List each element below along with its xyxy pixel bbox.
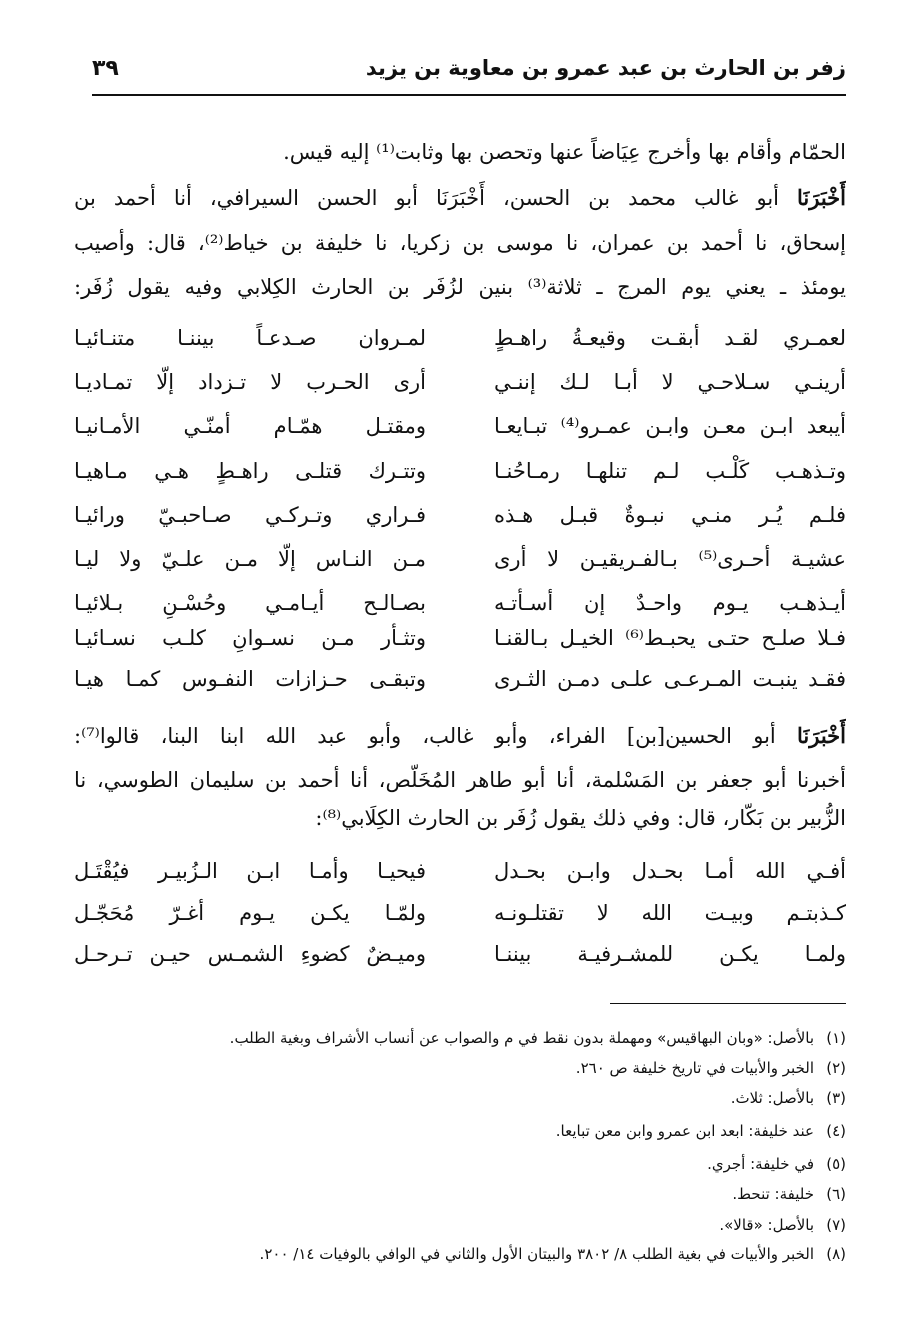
verse-row [74, 537, 846, 581]
verse-row [74, 404, 846, 448]
footnote [74, 1240, 846, 1268]
footnote-text: في خليفة: أجري. [707, 1155, 814, 1173]
verse-first-hemistich: ولمـا يكـن للمشـرفيـة بيننـا [494, 942, 846, 966]
verse-first-hemistich: وتـذهـب كَلْـب لـم تنلهـا رمـاحُنـا [494, 459, 846, 483]
verse-row [74, 316, 846, 360]
footnote-number: (٣) [826, 1089, 846, 1107]
footnote-number: (٢) [826, 1059, 846, 1077]
footnote-number: (٨) [826, 1245, 846, 1263]
verse-second-hemistich: مـن النـاس إلّا مـن علـيّ ولا ليـا [74, 547, 426, 571]
footnote-text: بالأصل: «وبان البهاقيس» ومهملة بدون نقط في م والصواب عن أنساب الأشراف وبغية الطلب. [229, 1029, 814, 1047]
paragraph-line: إسحاق، نا أحمد بن عمران، نا موسى بن زكريا، نا خليفة بن خياط⁽²⁾، قال: وأصيب [74, 231, 846, 255]
verse-first-hemistich: عشيـة أحـرى⁽⁵⁾ بـالفـريقيـن لا أرى [494, 547, 846, 571]
footnote-text: خليفة: تنحط. [732, 1185, 814, 1203]
verse-first-hemistich: لعمـري لقـد أبقـت وقيعـةُ راهـطٍ [494, 326, 846, 350]
verse-second-hemistich: وتتـرك قتلـى راهـطٍ هـي مـاهيـا [74, 459, 426, 483]
verse-row [74, 449, 846, 493]
footnote [74, 1054, 846, 1082]
footnote-number: (٤) [826, 1122, 846, 1140]
footnote-text: بالأصل: «قالا». [719, 1216, 814, 1234]
verse-row [74, 616, 846, 660]
verse-row [74, 932, 846, 976]
footnote-number: (٧) [826, 1216, 846, 1234]
footnote [74, 1084, 846, 1112]
verse-row [74, 849, 846, 893]
footnote-number: (٦) [826, 1185, 846, 1203]
footnote-number: (٥) [826, 1155, 846, 1173]
narration-lead-word: أَخْبَرَنَا [797, 723, 846, 748]
page-number: ٣٩ [92, 56, 119, 81]
paragraph-text: أبو غالب محمد بن الحسن، أَخْبَرَنَا أبو الحسن السيرافي، أنا أحمد بن [74, 186, 798, 210]
footnote-number: (١) [826, 1029, 846, 1047]
verse-first-hemistich: فقـد ينبـت المـرعـى علـى دمـن الثـرى [494, 667, 846, 691]
verse-second-hemistich: ولمّـا يكـن يـوم أغـرّ مُحَجّـل [74, 901, 426, 925]
footnote-text: عند خليفة: ابعد ابن عمرو وابن معن تبايعا. [555, 1122, 814, 1140]
footnote [74, 1211, 846, 1239]
verse-row [74, 891, 846, 935]
footnote [74, 1180, 846, 1208]
verse-first-hemistich: أيبعد ابـن معـن وابـن عمـرو⁽⁴⁾ تبـايعـا [494, 414, 846, 438]
footnote [74, 1150, 846, 1178]
running-title: زفر بن الحارث بن عبد عمرو بن معاوية بن يزيد [365, 56, 846, 80]
footnote-text: الخبر والأبيات في بغية الطلب ٨/ ٣٨٠٢ والبيتان الأول والثاني في الوافي بالوفيات ١٤/ ٢٠٠. [259, 1245, 814, 1263]
verse-second-hemistich: فـراري وتـركـي صـاحبـيّ ورائيـا [74, 503, 426, 527]
footnote-divider [610, 1003, 846, 1004]
page-header [92, 52, 846, 96]
footnote [74, 1117, 846, 1145]
paragraph-line [74, 177, 846, 219]
verse-first-hemistich: أفـي الله أمـا بحـدل وابـن بحـدل [494, 859, 846, 883]
footnote [74, 1024, 846, 1052]
verse-second-hemistich: وتثـأر مـن نسـوانِ كلـب نسـائيـا [74, 626, 426, 650]
paragraph-line [74, 715, 846, 757]
footnote-text: الخبر والأبيات في تاريخ خليفة ص ٢٦٠. [575, 1059, 814, 1077]
verse-second-hemistich: أرى الحـرب لا تـزداد إلّا تمـاديـا [74, 370, 426, 394]
verse-first-hemistich: فـلا صلـح حتـى يحبـط⁽⁶⁾ الخيـل بـالقنـا [494, 626, 846, 650]
footnote-text: بالأصل: ثلاث. [730, 1089, 814, 1107]
verse-second-hemistich: وميـضٌ كضوءِ الشمـس حيـن تـرحـل [74, 942, 426, 966]
verse-first-hemistich: أرينـي سـلاحـي لا أبـا لـك إننـي [494, 370, 846, 394]
paragraph-line: أخبرنا أبو جعفر بن المَسْلمة، أنا أبو طاهر المُخَلّص، أنا أحمد بن سليمان الطوسي، نا [74, 768, 846, 792]
paragraph-line: الزُّبير بن بَكّار، قال: وفي ذلك يقول زُفَر بن الحارث الكِلَابي⁽⁸⁾: [315, 806, 846, 830]
paragraph-line: يومئذ ـ يعني يوم المرج ـ ثلاثة⁽³⁾ بنين لزُفَر بن الحارث الكِلابي وفيه يقول زُفَر: [74, 275, 846, 299]
paragraph-text: أبو الحسين[بن] الفراء، وأبو غالب، وأبو عبد الله ابنا البنا، قالوا⁽⁷⁾: [74, 724, 798, 748]
narration-lead-word: أَخْبَرَنَا [797, 185, 846, 210]
verse-second-hemistich: ومقتـل همّـام أمنّـي الأمـانيـا [74, 414, 426, 438]
verse-second-hemistich: فيحيـا وأمـا ابـن الـزُبيـر فيُقْتَـل [74, 859, 426, 883]
verse-row [74, 657, 846, 701]
verse-row [74, 493, 846, 537]
verse-second-hemistich: بصـالـح أيـامـي وحُسْـنِ بـلائيـا [74, 591, 426, 615]
paragraph-line: الحمّام وأقام بها وأخرج عِيَاضاً عنها وتحصن بها وثابت⁽¹⁾ إليه قيس. [283, 140, 846, 164]
verse-row [74, 360, 846, 404]
verse-first-hemistich: أيـذهـب يـوم واحـدٌ إن أسـأتـه [494, 591, 846, 615]
verse-second-hemistich: لمـروان صـدعـاً بيننـا متنـائيـا [74, 326, 426, 350]
verse-first-hemistich: فلـم يُـر منـي نبـوةٌ قبـل هـذه [494, 503, 846, 527]
verse-first-hemistich: كـذبتـم وبيـت الله لا تقتلـونـه [494, 901, 846, 925]
verse-second-hemistich: وتبقـى حـزازات النفـوس كمـا هيـا [74, 667, 426, 691]
